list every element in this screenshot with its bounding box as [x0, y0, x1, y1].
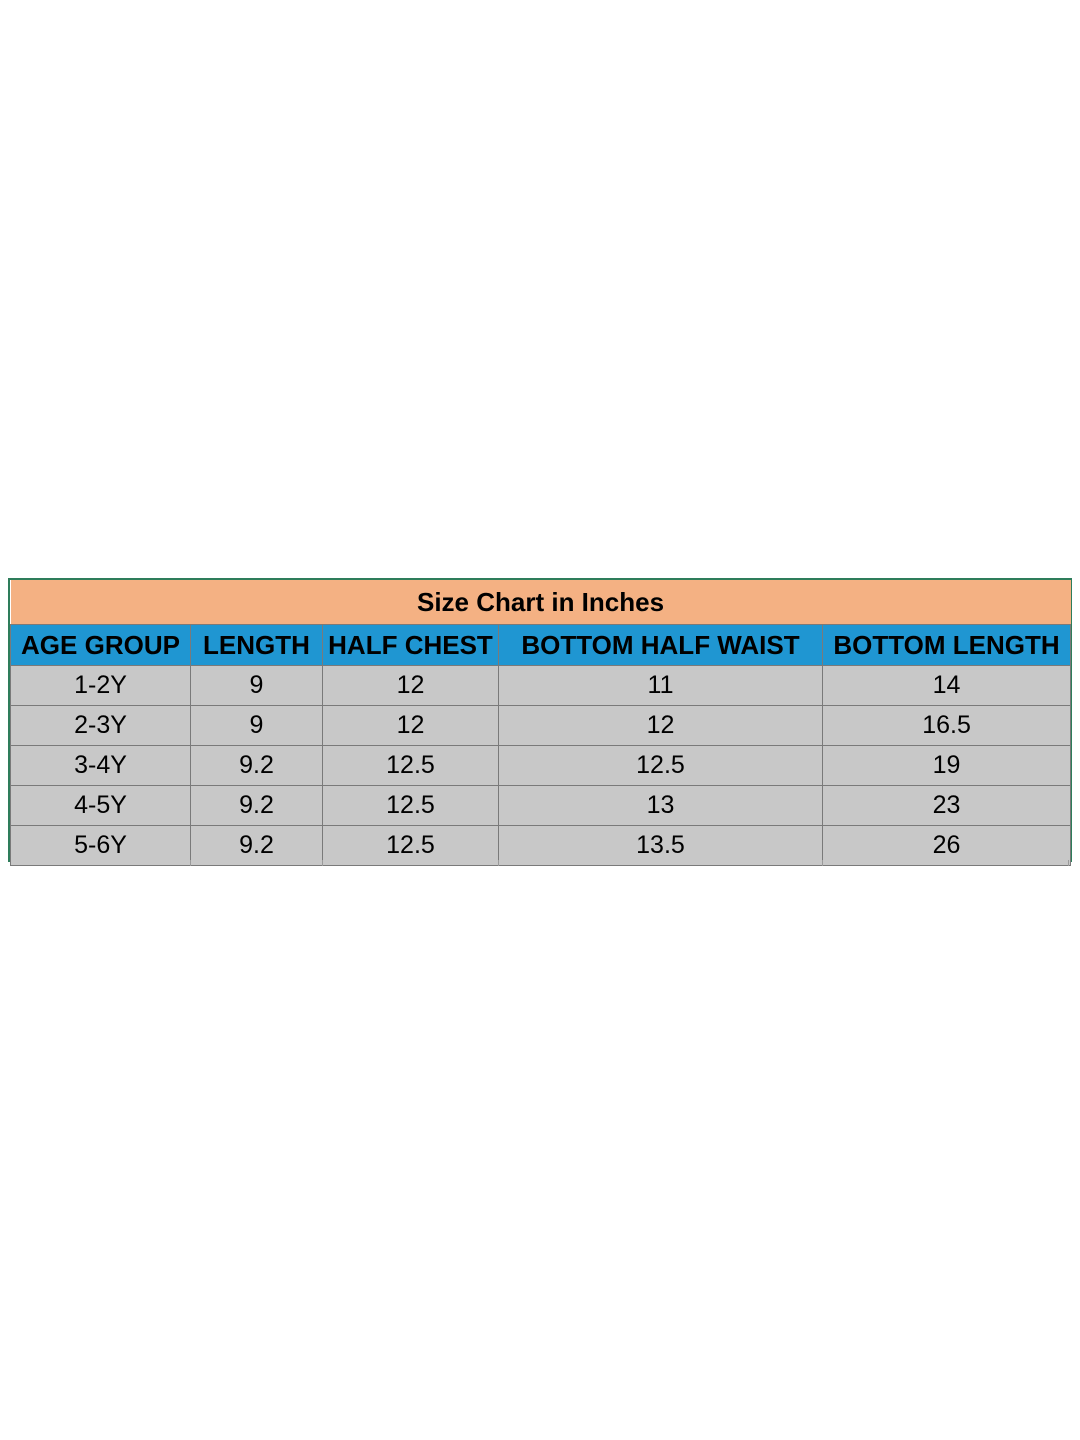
column-header-age-group: AGE GROUP — [11, 625, 191, 666]
cell-half-chest: 12.5 — [323, 786, 499, 826]
cell-length: 9.2 — [191, 786, 323, 826]
cell-bottom-half-waist: 13.5 — [499, 826, 823, 866]
cell-bottom-length: 14 — [823, 666, 1071, 706]
size-chart-container — [8, 578, 1072, 862]
table-row — [11, 666, 1071, 706]
cell-age-group: 2-3Y — [11, 706, 191, 746]
cell-bottom-half-waist: 11 — [499, 666, 823, 706]
cell-bottom-length: 16.5 — [823, 706, 1071, 746]
column-header-length: LENGTH — [191, 625, 323, 666]
table-row — [11, 706, 1071, 746]
size-chart-table — [10, 580, 1071, 866]
page-title: Size Chart in Inches — [11, 580, 1071, 625]
table-row — [11, 746, 1071, 786]
cell-bottom-length: 26 — [823, 826, 1071, 866]
table-title-row — [11, 580, 1071, 625]
cell-age-group: 3-4Y — [11, 746, 191, 786]
table-row — [11, 826, 1071, 866]
cell-age-group: 4-5Y — [11, 786, 191, 826]
column-header-half-chest: HALF CHEST — [323, 625, 499, 666]
cell-length: 9 — [191, 666, 323, 706]
cell-half-chest: 12 — [323, 706, 499, 746]
cell-bottom-half-waist: 13 — [499, 786, 823, 826]
cell-age-group: 5-6Y — [11, 826, 191, 866]
table-row — [11, 786, 1071, 826]
cell-age-group: 1-2Y — [11, 666, 191, 706]
cell-length: 9.2 — [191, 826, 323, 866]
cell-bottom-half-waist: 12 — [499, 706, 823, 746]
cell-bottom-length: 19 — [823, 746, 1071, 786]
cell-length: 9.2 — [191, 746, 323, 786]
column-header-bottom-half-waist: BOTTOM HALF WAIST — [499, 625, 823, 666]
cell-half-chest: 12 — [323, 666, 499, 706]
grid-tick-mark — [1068, 860, 1069, 866]
cell-bottom-length: 23 — [823, 786, 1071, 826]
grid-tick-mark — [498, 860, 499, 866]
grid-tick-mark — [190, 860, 191, 866]
cell-half-chest: 12.5 — [323, 826, 499, 866]
cell-length: 9 — [191, 706, 323, 746]
column-header-bottom-length: BOTTOM LENGTH — [823, 625, 1071, 666]
grid-tick-mark — [822, 860, 823, 866]
table-header-row — [11, 625, 1071, 666]
grid-tick-mark — [322, 860, 323, 866]
cell-half-chest: 12.5 — [323, 746, 499, 786]
cell-bottom-half-waist: 12.5 — [499, 746, 823, 786]
